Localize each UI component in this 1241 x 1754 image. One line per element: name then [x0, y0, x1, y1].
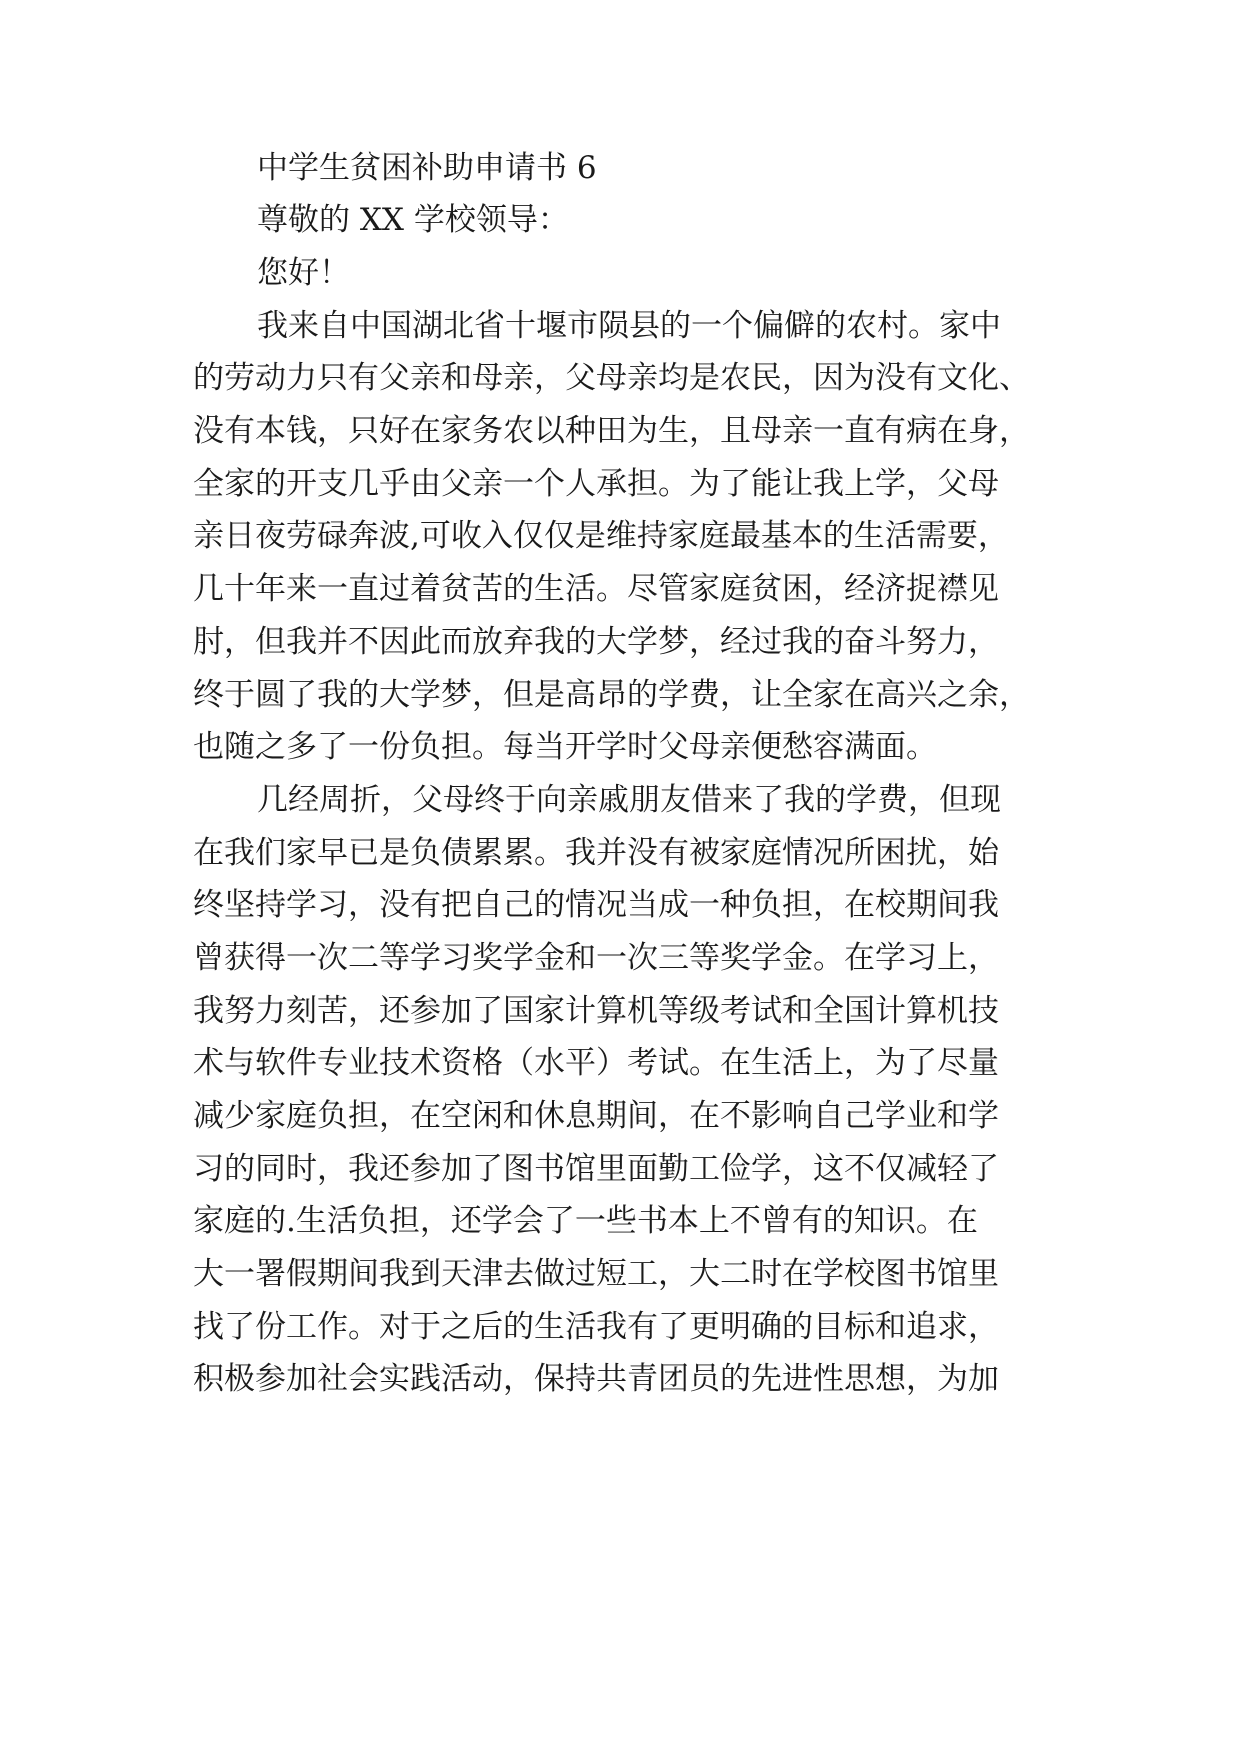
paragraph-line: 积极参加社会实践活动，保持共青团员的先进性思想，为加 — [193, 1361, 999, 1397]
paragraph-line: 术与软件专业技术资格（水平）考试。在生活上，为了尽量 — [193, 1045, 999, 1081]
paragraph-line: 也随之多了一份负担。每当开学时父母亲便愁容满面。 — [193, 729, 937, 765]
paragraph-line: 终坚持学习，没有把自己的情况当成一种负担，在校期间我 — [193, 887, 999, 923]
paragraph-line: 习的同时，我还参加了图书馆里面勤工俭学，这不仅减轻了 — [193, 1151, 999, 1187]
document-title: 中学生贫困补助申请书 6 — [257, 150, 597, 186]
paragraph-line: 肘，但我并不因此而放弃我的大学梦，经过我的奋斗努力， — [193, 624, 999, 660]
paragraph-line: 大一署假期间我到天津去做过短工，大二时在学校图书馆里 — [193, 1256, 999, 1292]
paragraph-line: 在我们家早已是负债累累。我并没有被家庭情况所困扰，始 — [193, 835, 999, 871]
paragraph-line: 几经周折，父母终于向亲戚朋友借来了我的学费，但现 — [257, 782, 1001, 818]
paragraph-line: 曾获得一次二等学习奖学金和一次三等奖学金。在学习上， — [193, 940, 999, 976]
paragraph-line: 减少家庭负担，在空闲和休息期间，在不影响自己学业和学 — [193, 1098, 999, 1134]
greeting: 您好！ — [257, 255, 350, 291]
paragraph-line: 没有本钱，只好在家务农以种田为生，且母亲一直有病在身， — [193, 413, 1030, 449]
salutation: 尊敬的 XX 学校领导： — [257, 202, 569, 238]
paragraph-line: 家庭的.生活负担，还学会了一些书本上不曾有的知识。在 — [193, 1203, 978, 1239]
paragraph-line: 找了份工作。对于之后的生活我有了更明确的目标和追求， — [193, 1309, 999, 1345]
paragraph-line: 终于圆了我的大学梦，但是高昂的学费，让全家在高兴之余， — [193, 677, 1030, 713]
paragraph-line: 几十年来一直过着贫苦的生活。尽管家庭贫困，经济捉襟见 — [193, 571, 999, 607]
paragraph-line: 我来自中国湖北省十堰市陨县的一个偏僻的农村。家中 — [257, 308, 1001, 344]
paragraph-line: 我努力刻苦，还参加了国家计算机等级考试和全国计算机技 — [193, 993, 999, 1029]
paragraph-line: 的劳动力只有父亲和母亲，父母亲均是农民，因为没有文化、 — [193, 360, 1030, 396]
paragraph-line: 全家的开支几乎由父亲一个人承担。为了能让我上学，父母 — [193, 466, 999, 502]
paragraph-line: 亲日夜劳碌奔波,可收入仅仅是维持家庭最基本的生活需要， — [193, 518, 1009, 554]
